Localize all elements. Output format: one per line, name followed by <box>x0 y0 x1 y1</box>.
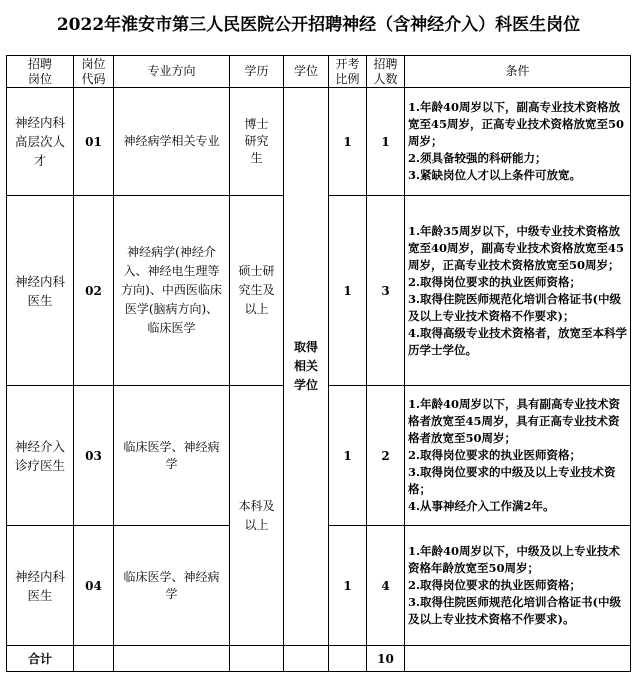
header-count: 招聘人数 <box>367 56 405 88</box>
cell-education: 本科及以上 <box>230 386 284 646</box>
condition-item: 3.紧缺岗位人才以上条件可放宽。 <box>408 168 582 182</box>
cell-major: 临床医学、神经病学 <box>114 386 230 526</box>
condition-item: 3.取得住院医师规范化培训合格证书(中级及以上专业技术资格不作要求)。 <box>408 595 621 626</box>
condition-item: 2.取得岗位要求的执业医师资格； <box>408 274 582 289</box>
cell-ratio: 1 <box>329 196 367 386</box>
condition-item: 2.须具备较强的科研能力； <box>408 151 547 165</box>
header-degree: 学位 <box>284 56 329 88</box>
cell-code: 01 <box>74 88 114 196</box>
cell-code: 03 <box>74 386 114 526</box>
empty-cell <box>405 646 631 672</box>
cell-major: 神经病学相关专业 <box>114 88 230 196</box>
header-ratio: 开考比例 <box>329 56 367 88</box>
cell-ratio: 1 <box>329 526 367 646</box>
cell-degree: 取得相关学位 <box>284 88 329 646</box>
table-row <box>7 88 631 196</box>
cell-count: 4 <box>367 526 405 646</box>
cell-position: 神经介入诊疗医生 <box>7 386 74 526</box>
page-title: 2022年淮安市第三人民医院公开招聘神经（含神经介入）科医生岗位 <box>56 14 581 35</box>
cell-count: 1 <box>367 88 405 196</box>
cell-ratio: 1 <box>329 386 367 526</box>
cell-major: 神经病学(神经介入、神经电生理等方向)、中西医临床医学(脑病方向)、临床医学 <box>114 196 230 386</box>
cell-code: 02 <box>74 196 114 386</box>
condition-item: 1.年龄40周岁以下，副高专业技术资格放宽至45周岁，正高专业技术资格放宽至50周岁； <box>408 100 625 148</box>
header-code: 岗位代码 <box>74 56 114 88</box>
header-major: 专业方向 <box>114 56 230 88</box>
condition-item: 1.年龄40周岁以下，中级及以上专业技术资格年龄放宽至50周岁； <box>408 544 621 575</box>
empty-cell <box>114 646 230 672</box>
empty-cell <box>329 646 367 672</box>
cell-ratio: 1 <box>329 88 367 196</box>
header-position: 招聘岗位 <box>7 56 74 88</box>
condition-item: 1.年龄40周岁以下，具有副高专业技术资格者放宽至45周岁，具有正高专业技术资格者放宽至50周岁； <box>408 397 621 445</box>
cell-count: 3 <box>367 196 405 386</box>
condition-item: 3.取得住院医师规范化培训合格证书(中级及以上专业技术资格不作要求)； <box>408 291 621 323</box>
cell-conditions <box>405 196 631 386</box>
condition-item: 2.取得岗位要求的执业医师资格； <box>408 578 582 592</box>
cell-conditions <box>405 88 631 196</box>
header-row <box>7 56 631 88</box>
cell-conditions <box>405 386 631 526</box>
cell-position: 神经内科医生 <box>7 196 74 386</box>
condition-item: 3.取得岗位要求的中级及以上专业技术资格； <box>408 465 616 496</box>
condition-item: 1.年龄35周岁以下，中级专业技术资格放宽至40周岁，副高专业技术资格放宽至45周岁，正高专业技术资格放宽至50周岁； <box>408 223 625 272</box>
total-label: 合计 <box>7 646 74 672</box>
cell-code: 04 <box>74 526 114 646</box>
total-row <box>7 646 631 672</box>
empty-cell <box>74 646 114 672</box>
condition-item: 4.取得高级专业技术资格者，放宽至本科学历学士学位。 <box>408 325 628 357</box>
empty-cell <box>230 646 284 672</box>
cell-position: 神经内科高层次人才 <box>7 88 74 196</box>
header-education: 学历 <box>230 56 284 88</box>
condition-item: 2.取得岗位要求的执业医师资格； <box>408 448 582 462</box>
cell-position: 神经内科医生 <box>7 526 74 646</box>
cell-conditions <box>405 526 631 646</box>
cell-education: 博士研究生 <box>230 88 284 196</box>
cell-education: 硕士研究生及以上 <box>230 196 284 386</box>
header-conditions: 条件 <box>405 56 631 88</box>
condition-item: 4.从事神经介入工作满2年。 <box>408 499 555 513</box>
total-count: 10 <box>367 646 405 672</box>
cell-major: 临床医学、神经病学 <box>114 526 230 646</box>
cell-count: 2 <box>367 386 405 526</box>
empty-cell <box>284 646 329 672</box>
recruitment-table <box>6 55 631 672</box>
